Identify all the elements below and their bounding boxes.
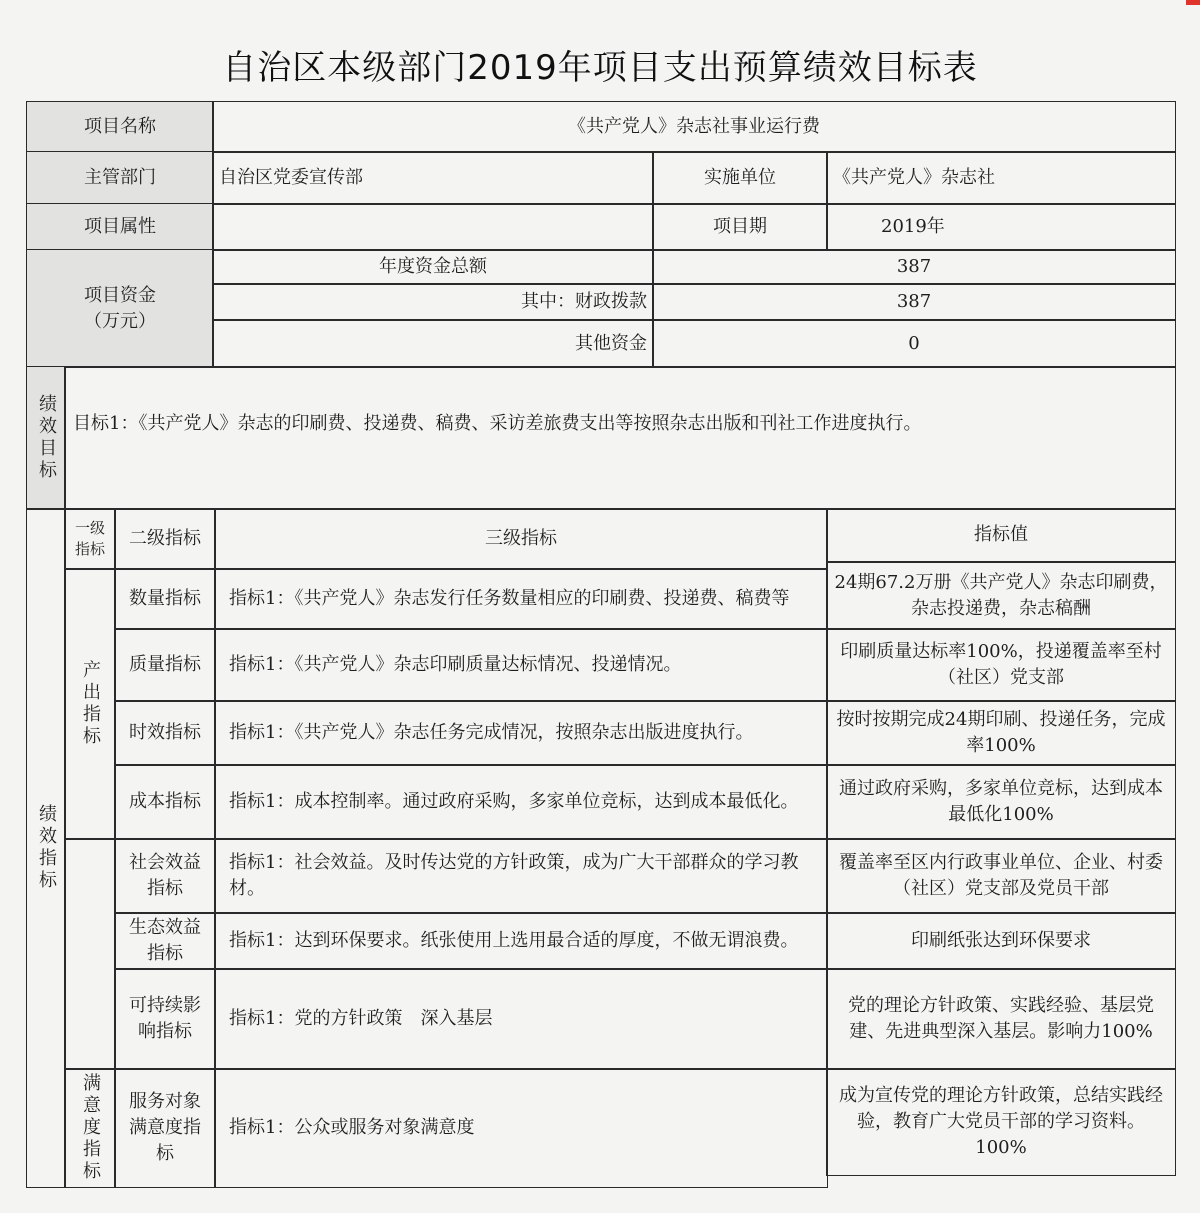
row-level3: 指标1：《共产党人》杂志任务完成情况，按照杂志出版进度执行。	[214, 700, 828, 766]
row-level2: 质量指标	[114, 628, 216, 702]
total-funds-label: 年度资金总额	[212, 249, 654, 285]
row-level3: 指标1：《共产党人》杂志发行任务数量相应的印刷费、投递费、稿费等	[214, 568, 828, 630]
row-level2: 成本指标	[114, 764, 216, 840]
row-level3: 指标1：社会效益。及时传达党的方针政策，成为广大干部群众的学习教材。	[214, 838, 828, 914]
row-value: 按时按期完成24期印刷、投递任务，完成率100%	[826, 700, 1176, 766]
total-funds-value: 387	[652, 249, 1176, 285]
attr-value	[212, 203, 654, 251]
row-value: 党的理论方针政策、实践经验、基层党建、先进典型深入基层。影响力100%	[826, 968, 1176, 1070]
page-title: 自治区本级部门2019年项目支出预算绩效目标表	[222, 48, 978, 88]
row-level2: 社会效益指标	[114, 838, 216, 914]
group-benefit	[64, 838, 116, 1070]
project-name-label: 项目名称	[26, 101, 214, 153]
row-level3: 指标1：党的方针政策 深入基层	[214, 968, 828, 1070]
row-level3: 指标1：《共产党人》杂志印刷质量达标情况、投递情况。	[214, 628, 828, 702]
fiscal-funds-value: 387	[652, 283, 1176, 321]
row-value: 成为宣传党的理论方针政策，总结实践经验，教育广大党员干部的学习资料。100%	[826, 1068, 1176, 1176]
period-value: 2019年	[826, 203, 1176, 251]
funds-label: 项目资金 （万元）	[26, 249, 214, 368]
row-level2: 数量指标	[114, 568, 216, 630]
goal-label: 绩效目标	[26, 366, 66, 510]
fiscal-funds-label: 其中：财政拨款	[212, 283, 654, 321]
row-value: 印刷纸张达到环保要求	[826, 912, 1176, 970]
attr-label: 项目属性	[26, 203, 214, 251]
indicators-label: 绩效指标	[26, 508, 66, 1188]
dept-label: 主管部门	[26, 151, 214, 205]
row-level2: 生态效益指标	[114, 912, 216, 970]
header-level1: 一级 指标	[64, 508, 116, 570]
row-level2: 时效指标	[114, 700, 216, 766]
row-value: 通过政府采购，多家单位竞标，达到成本最低化100%	[826, 764, 1176, 840]
row-level3: 指标1：公众或服务对象满意度	[214, 1068, 828, 1188]
row-level3: 指标1：达到环保要求。纸张使用上选用最合适的厚度，不做无谓浪费。	[214, 912, 828, 970]
group-output: 产出指标	[64, 568, 116, 840]
row-value: 24期67.2万册《共产党人》杂志印刷费，杂志投递费，杂志稿酬	[826, 562, 1176, 630]
dept-value: 自治区党委宣传部	[212, 151, 654, 205]
unit-label: 实施单位	[652, 151, 828, 205]
other-funds-value: 0	[652, 319, 1176, 368]
goal-text: 目标1：《共产党人》杂志的印刷费、投递费、稿费、采访差旅费支出等按照杂志出版和刊社工作进度执行。	[64, 366, 1176, 510]
header-level3: 三级指标	[214, 508, 828, 570]
row-level3: 指标1：成本控制率。通过政府采购，多家单位竞标，达到成本最低化。	[214, 764, 828, 840]
red-corner-mark	[1186, 0, 1200, 5]
header-level2: 二级指标	[114, 508, 216, 570]
row-level2: 可持续影响指标	[114, 968, 216, 1070]
period-label: 项目期	[652, 203, 828, 251]
other-funds-label: 其他资金	[212, 319, 654, 368]
project-name-value: 《共产党人》杂志社事业运行费	[212, 101, 1176, 153]
row-level2: 服务对象满意度指标	[114, 1068, 216, 1188]
header-value: 指标值	[826, 508, 1176, 562]
row-value: 覆盖率至区内行政事业单位、企业、村委（社区）党支部及党员干部	[826, 838, 1176, 914]
unit-value: 《共产党人》杂志社	[826, 151, 1176, 205]
group-satisfaction: 满意度指标	[64, 1068, 116, 1188]
row-value: 印刷质量达标率100%，投递覆盖率至村（社区）党支部	[826, 628, 1176, 702]
